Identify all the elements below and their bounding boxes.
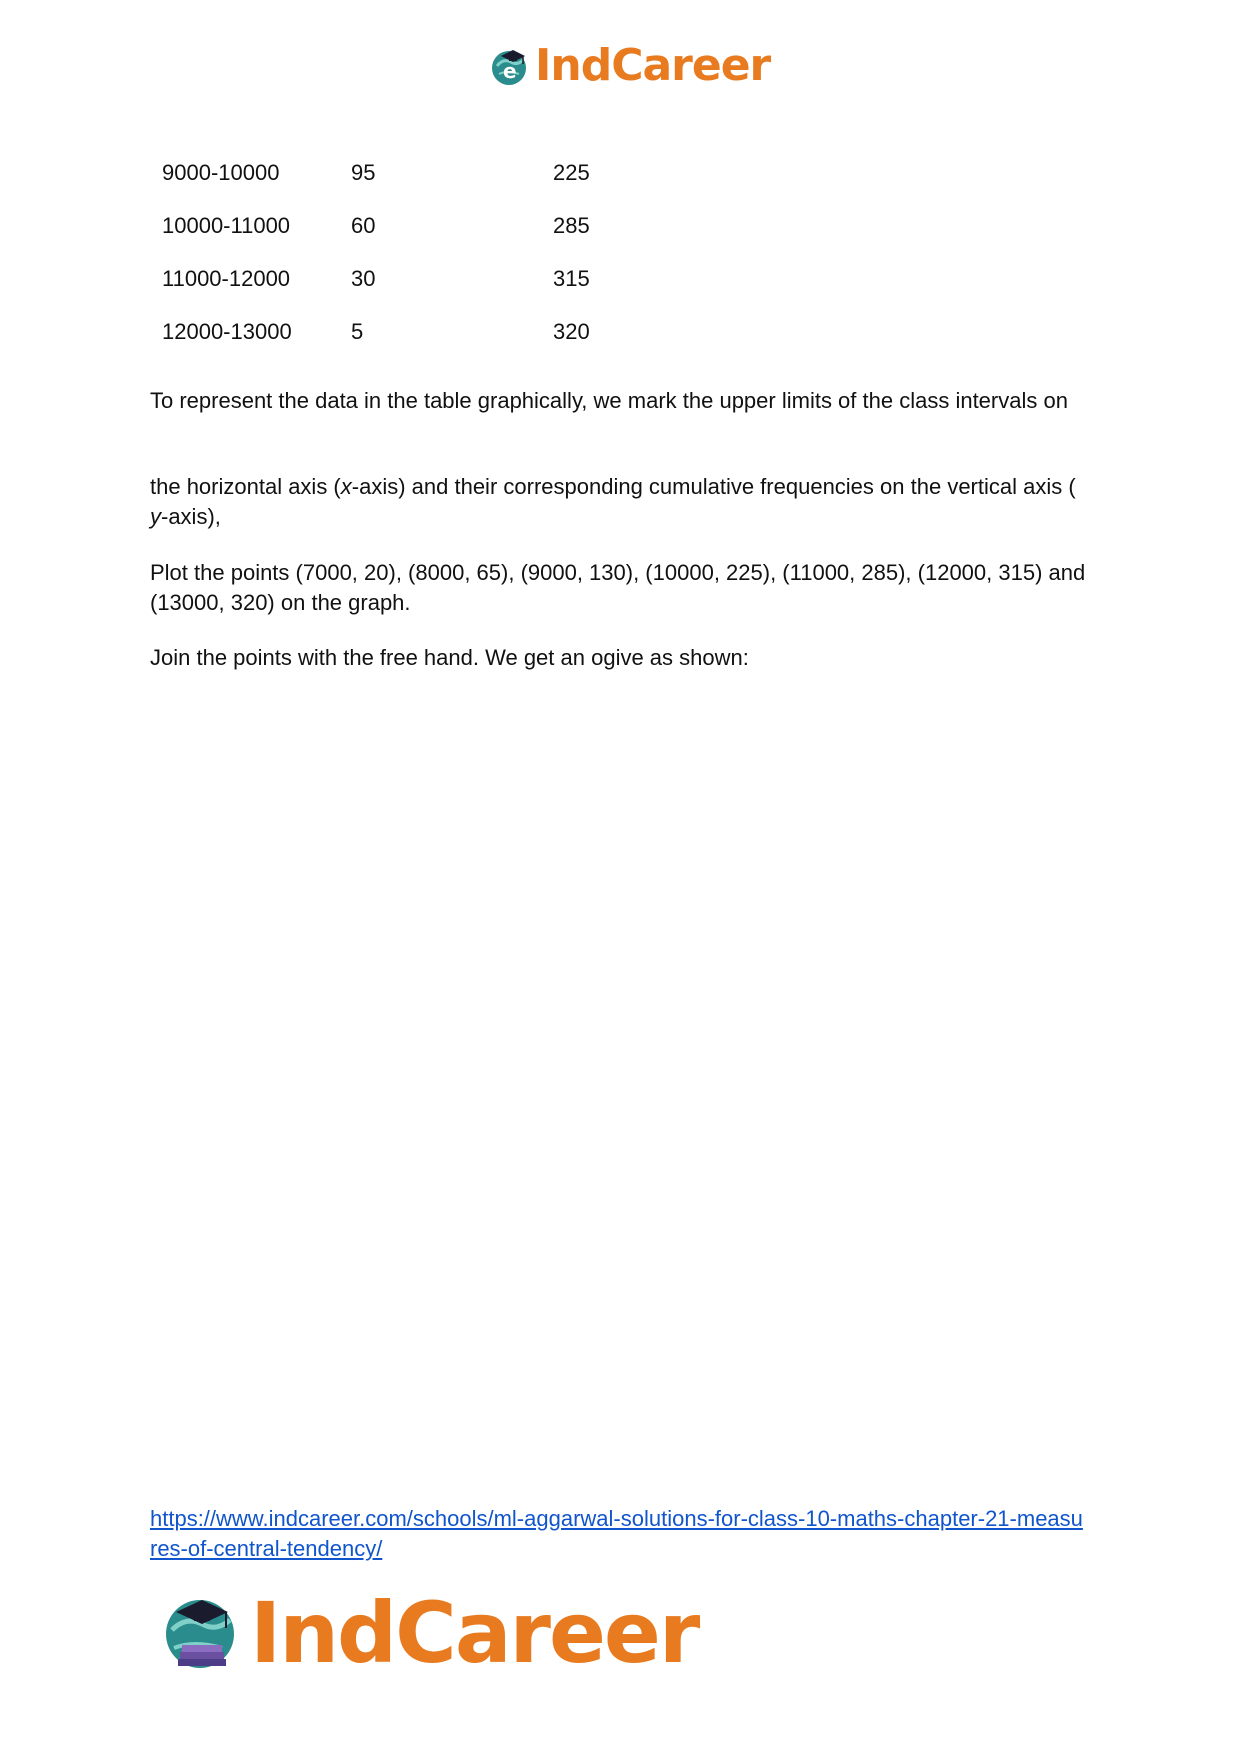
- svg-text:e: e: [503, 59, 517, 83]
- cumulative-frequency-cell: 225: [553, 160, 590, 185]
- frequency-cell: 5: [351, 319, 364, 344]
- class-interval-cell: 12000-13000: [162, 319, 292, 344]
- graduation-books-globe-icon: [160, 1590, 246, 1676]
- table-row: [162, 213, 673, 266]
- cumulative-frequency-cell: 315: [553, 266, 590, 291]
- brand-name-large: IndCareer: [250, 1584, 699, 1682]
- table-row: [162, 319, 673, 372]
- table-row: [162, 266, 673, 319]
- brand-name: IndCareer: [535, 40, 771, 91]
- class-interval-cell: 11000-12000: [162, 266, 291, 291]
- paragraph-axes-text-a: the horizontal axis (: [150, 474, 341, 499]
- paragraph-plot-points: Plot the points (7000, 20), (8000, 65), (9000, 130), (10000, 225), (11000, 285), (12000, 315) and (13000, 320) on the graph.: [150, 560, 1086, 615]
- frequency-cell: 60: [351, 213, 376, 238]
- x-variable: x: [340, 474, 352, 499]
- cumulative-frequency-cell: 320: [553, 319, 590, 344]
- source-link[interactable]: https://www.indcareer.com/schools/ml-aggarwal-solutions-for-class-10-maths-chapter-21-measures-of-central-tendency/: [150, 1506, 1083, 1561]
- frequency-cell: 30: [351, 266, 376, 291]
- paragraph-represent-data: To represent the data in the table graphically, we mark the upper limits of the class intervals on: [150, 388, 1068, 413]
- frequency-table: [162, 160, 673, 372]
- frequency-cell: 95: [351, 160, 376, 185]
- header-logo: [489, 40, 770, 92]
- class-interval-cell: 9000-10000: [162, 160, 280, 185]
- paragraph-axes-text-b: -axis) and their corresponding cumulative frequencies on the vertical axis (: [351, 474, 1076, 499]
- paragraph-axes: [150, 472, 1090, 532]
- footer-logo: [160, 1585, 698, 1681]
- table-row: [162, 160, 673, 213]
- class-interval-cell: 10000-11000: [162, 213, 291, 238]
- paragraph-axes-text-c: -axis),: [161, 504, 221, 529]
- y-variable: y: [150, 504, 161, 529]
- paragraph-join-points: Join the points with the free hand. We get an ogive as shown:: [150, 645, 749, 670]
- cumulative-frequency-cell: 285: [553, 213, 590, 238]
- graduation-globe-icon: [489, 44, 533, 88]
